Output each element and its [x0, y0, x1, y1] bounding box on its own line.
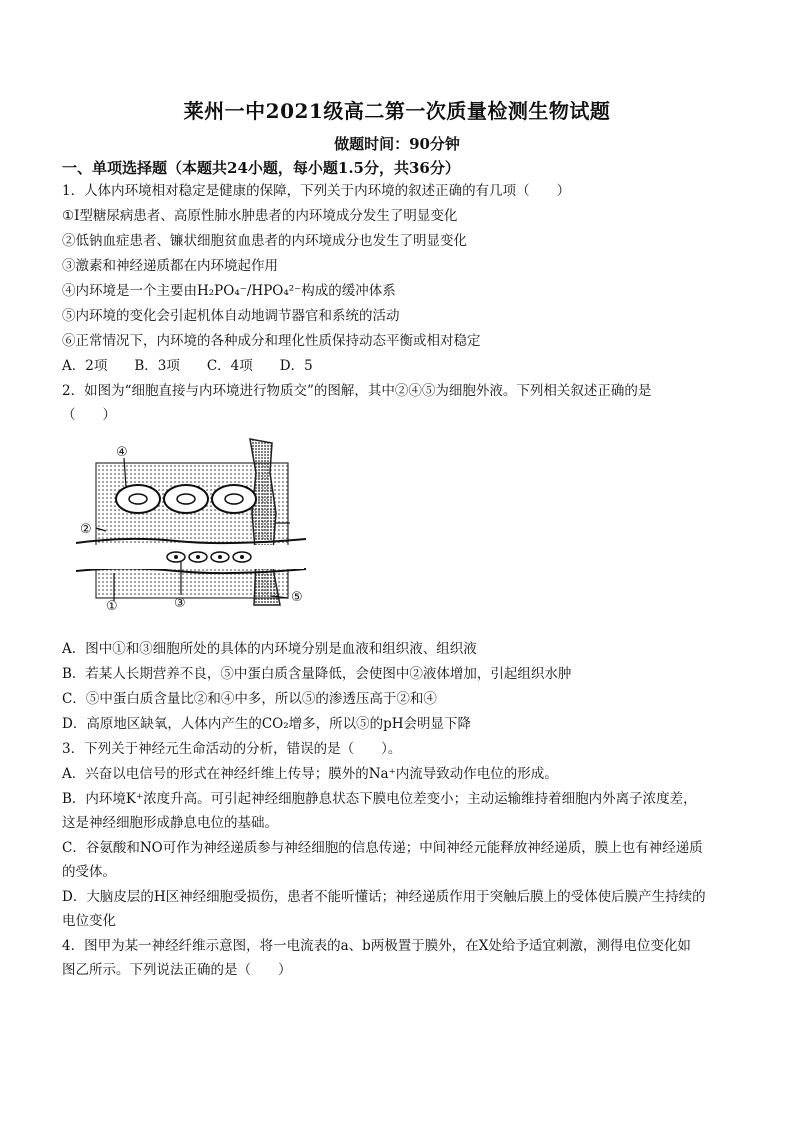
q3-option-a: A．兴奋以电信号的形式在神经纤维上传导；膜外的Na⁺内流导致动作电位的形成。: [62, 766, 558, 782]
q3-option-d-cont: 电位变化: [62, 913, 116, 929]
q4-stem-cont: 图乙所示。下列说法正确的是（ ）: [62, 962, 292, 978]
label-4: ④: [116, 445, 128, 460]
tissue-diagram: [66, 433, 328, 615]
q3-option-c-cont: 的受体。: [62, 864, 116, 880]
q4-stem: 4．图甲为某一神经纤维示意图，将一电流表的a、b两极置于膜外，在X处给予适宜刺激，测得电位变化如: [62, 938, 691, 954]
label-5: ⑤: [291, 590, 303, 605]
label-3: ③: [174, 596, 186, 611]
q3-stem: 3．下列关于神经元生命活动的分析，错误的是（ ）。: [62, 741, 402, 757]
q1-item-4: ④内环境是一个主要由H₂PO₄⁻/HPO₄²⁻构成的缓冲体系: [62, 283, 396, 299]
q2-option-b: B．若某人长期营养不良，⑤中蛋白质含量降低，会使图中②液体增加，引起组织水肿: [62, 666, 572, 682]
q2-stem: 2．如图为“细胞直接与内环境进行物质交”的图解，其中②④⑤为细胞外液。下列相关叙述正确的是: [62, 383, 652, 399]
tissue-cells: [116, 485, 256, 513]
q1-item-1: ①Ⅰ型糖尿病患者、高原性肺水肿患者的内环境成分发生了明显变化: [62, 208, 458, 224]
time-limit: 做题时间：90分钟: [334, 135, 460, 153]
label-2: ②: [80, 522, 92, 537]
q2-option-a: A．图中①和③细胞所处的具体的内环境分别是血液和组织液、组织液: [62, 641, 477, 657]
q2-stem-cont: （ ）: [62, 407, 116, 423]
q1-item-3: ③激素和神经递质都在内环境起作用: [62, 258, 278, 274]
q2-option-c: C．⑤中蛋白质含量比②和④中多，所以⑤的渗透压高于②和④: [62, 691, 437, 707]
q1-stem: 1．人体内环境相对稳定是健康的保障，下列关于内环境的叙述正确的有几项（ ）: [62, 183, 571, 199]
q3-option-c: C．谷氨酸和NO可作为神经递质参与神经细胞的信息传递；中间神经元能释放神经递质，膜上也有神经递质: [62, 840, 703, 856]
q1-item-6: ⑥正常情况下，内环境的各种成分和理化性质保持动态平衡或相对稳定: [62, 333, 481, 349]
q1-item-2: ②低钠血症患者、镰状细胞贫血患者的内环境成分也发生了明显变化: [62, 233, 467, 249]
q2-option-d: D．高原地区缺氧，人体内产生的CO₂增多，所以⑤的pH会明显下降: [62, 716, 472, 732]
q1-options: A．2项 B．3项 C．4项 D．5: [62, 358, 313, 374]
page-title: 莱州一中2021级高二第一次质量检测生物试题: [183, 99, 611, 123]
q3-option-d: D．大脑皮层的H区神经细胞受损伤，患者不能听懂话；神经递质作用于突触后膜上的受体使后膜产生持续的: [62, 889, 706, 905]
q3-option-b: B．内环境K⁺浓度升高。可引起神经细胞静息状态下膜电位差变小；主动运输维持着细胞内外离子浓度差，: [62, 791, 697, 807]
label-1: ①: [106, 599, 118, 614]
section-heading: 一、单项选择题（本题共24小题，每小题1.5分，共36分）: [62, 159, 460, 177]
q3-option-b-cont: 这是神经细胞形成静息电位的基础。: [62, 815, 278, 831]
q1-item-5: ⑤内环境的变化会引起机体自动地调节器官和系统的活动: [62, 308, 400, 324]
